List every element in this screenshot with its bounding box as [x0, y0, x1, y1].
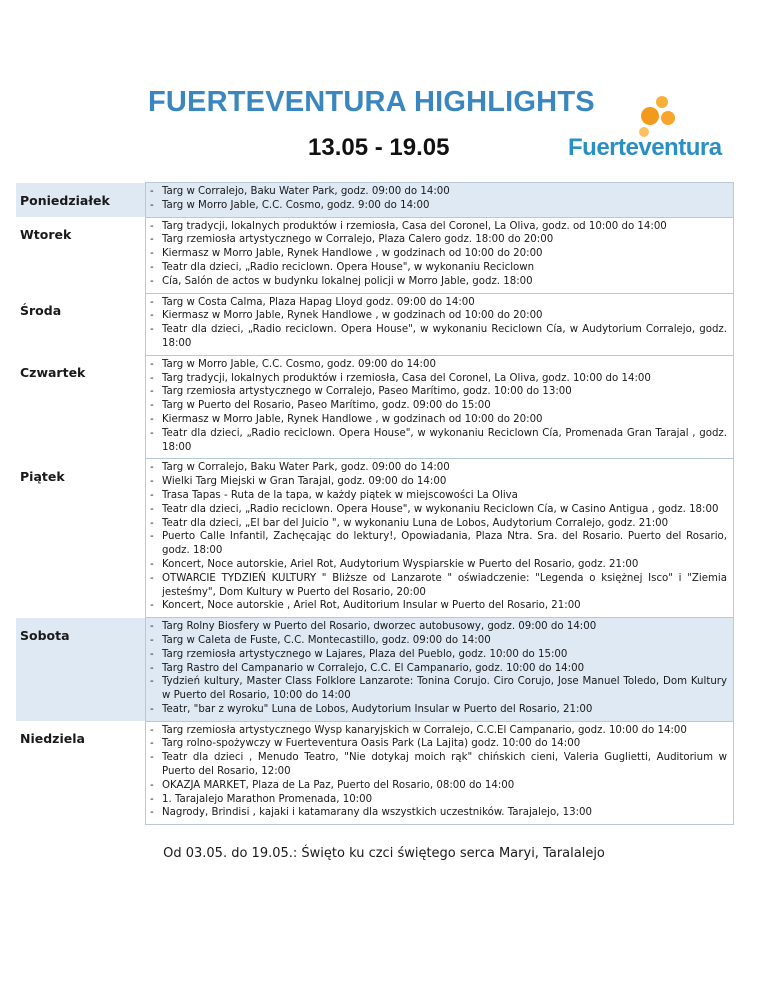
- fuerteventura-logo: [566, 96, 732, 170]
- event-item: - Targ rzemiosła artystycznego w Corralejo, Plaza Calero godz. 18:00 do 20:00: [146, 233, 727, 247]
- day-name: Poniedziałek: [16, 183, 146, 218]
- event-list: [146, 724, 727, 821]
- event-item: - Targ Rolny Biosfery w Puerto del Rosario, dworzec autobusowy, godz. 09:00 do 14:00: [146, 620, 727, 634]
- event-list: [146, 358, 727, 455]
- event-item: - 1. Tarajalejo Marathon Promenada, 10:00: [146, 793, 727, 807]
- event-list: [146, 185, 727, 213]
- event-item: - Targ w Morro Jable, C.C. Cosmo, godz. 09:00 do 14:00: [146, 358, 727, 372]
- day-row: [16, 721, 734, 825]
- event-item: - Koncert, Noce autorskie, Ariel Rot, Audytorium Wyspiarskie w Puerto del Rosario, godz. 21:00: [146, 558, 727, 572]
- event-item: - Teatr dla dzieci, „Radio reciclown. Opera House", w wykonaniu Reciclown Cía, Promenada Gran Tarajal , godz. 18:00: [146, 427, 727, 455]
- day-name: Sobota: [16, 618, 146, 722]
- event-item: - Teatr, "bar z wyroku" Luna de Lobos, Audytorium Insular w Puerto del Rosario, 21:00: [146, 703, 727, 717]
- event-item: - Trasa Tapas - Ruta de la tapa, w każdy piątek w miejscowości La Oliva: [146, 489, 727, 503]
- schedule-table: [16, 182, 734, 825]
- event-list: [146, 461, 727, 613]
- event-item: - Teatr dla dzieci, „Radio reciclown. Opera House", w wykonaniu Reciclown Cía, w Casino Antigua , godz. 18:00: [146, 503, 727, 517]
- date-range: 13.05 - 19.05: [308, 134, 450, 161]
- day-row: [16, 217, 734, 293]
- logo-text: Fuerteventura: [568, 134, 722, 161]
- event-item: - Targ w Corralejo, Baku Water Park, godz. 09:00 do 14:00: [146, 185, 727, 199]
- event-list: [146, 620, 727, 717]
- day-row: [16, 293, 734, 355]
- event-item: - Targ Rastro del Campanario w Corralejo, C.C. El Campanario, godz. 10:00 do 14:00: [146, 662, 727, 676]
- event-item: - Teatr dla dzieci, „Radio reciclown. Opera House", w wykonaniu Reciclown Cía, w Audytorium Corralejo, godz. 18:00: [146, 323, 727, 351]
- event-item: - Targ rzemiosła artystycznego w Corralejo, Paseo Marítimo, godz. 10:00 do 13:00: [146, 385, 727, 399]
- event-item: - Wielki Targ Miejski w Gran Tarajal, godz. 09:00 do 14:00: [146, 475, 727, 489]
- event-item: - Koncert, Noce autorskie , Ariel Rot, Auditorium Insular w Puerto del Rosario, 21:00: [146, 599, 727, 613]
- day-row: [16, 183, 734, 218]
- event-item: - Tydzień kultury, Master Class Folklore Lanzarote: Tonina Corujo. Ciro Corujo, Jose Manuel Toledo, Dom Kultury w Puerto del Rosario, 10:00 do 14:00: [146, 675, 727, 703]
- event-item: - OTWARCIE TYDZIEŃ KULTURY " Bliższe od Lanzarote " oświadczenie: "Legenda o księżnej Isco" i "Ziemia jesteśmy", Dom Kultury w Puerto del Rosario, 20:00: [146, 572, 727, 600]
- footer-note: Od 03.05. do 19.05.: Święto ku czci świętego serca Maryi, Taralalejo: [163, 846, 605, 861]
- day-events: [146, 217, 734, 293]
- day-events: [146, 618, 734, 722]
- page-title: FUERTEVENTURA HIGHLIGHTS: [148, 86, 595, 118]
- event-item: - Teatr dla dzieci , Menudo Teatro, "Nie dotykaj moich rąk" chińskich cieni, Valeria Guglietti, Auditorium w Puerto del Rosario, 12:00: [146, 751, 727, 779]
- event-item: - Kiermasz w Morro Jable, Rynek Handlowe , w godzinach od 10:00 do 20:00: [146, 247, 727, 261]
- event-item: - Targ w Puerto del Rosario, Paseo Marítimo, godz. 09:00 do 15:00: [146, 399, 727, 413]
- event-item: - Kiermasz w Morro Jable, Rynek Handlowe , w godzinach od 10:00 do 20:00: [146, 309, 727, 323]
- day-name: Piątek: [16, 459, 146, 618]
- event-item: - Targ w Corralejo, Baku Water Park, godz. 09:00 do 14:00: [146, 461, 727, 475]
- event-item: - Targ w Morro Jable, C.C. Cosmo, godz. 9:00 do 14:00: [146, 199, 727, 213]
- event-item: - Puerto Calle Infantil, Zachęcając do lektury!, Opowiadania, Plaza Ntra. Sra. del Rosario. Puerto del Rosario, godz. 18:00: [146, 530, 727, 558]
- day-row: [16, 355, 734, 459]
- day-name: Środa: [16, 293, 146, 355]
- event-item: - OKAZJA MARKET, Plaza de La Paz, Puerto del Rosario, 08:00 do 14:00: [146, 779, 727, 793]
- event-list: [146, 220, 727, 289]
- day-events: [146, 721, 734, 825]
- event-item: - Nagrody, Brindisi , kajaki i katamarany dla wszystkich uczestników. Tarajalejo, 13:00: [146, 806, 727, 820]
- day-events: [146, 183, 734, 218]
- event-item: - Targ tradycji, lokalnych produktów i rzemiosła, Casa del Coronel, La Oliva, godz. od 10:00 do 14:00: [146, 220, 727, 234]
- day-name: Wtorek: [16, 217, 146, 293]
- day-row: [16, 459, 734, 618]
- event-item: - Targ w Caleta de Fuste, C.C. Montecastillo, godz. 09:00 do 14:00: [146, 634, 727, 648]
- day-events: [146, 355, 734, 459]
- event-item: - Teatr dla dzieci, „El bar del Juicio ", w wykonaniu Luna de Lobos, Audytorium Corralejo, godz. 21:00: [146, 517, 727, 531]
- event-item: - Targ w Costa Calma, Plaza Hapag Lloyd godz. 09:00 do 14:00: [146, 296, 727, 310]
- event-item: - Targ rzemiosła artystycznego w Lajares, Plaza del Pueblo, godz. 10:00 do 15:00: [146, 648, 727, 662]
- event-item: - Cía, Salón de actos w budynku lokalnej policji w Morro Jable, godz. 18:00: [146, 275, 727, 289]
- event-item: - Teatr dla dzieci, „Radio reciclown. Opera House", w wykonaniu Reciclown: [146, 261, 727, 275]
- event-item: - Targ tradycji, lokalnych produktów i rzemiosła, Casa del Coronel, La Oliva, godz. 10:00 do 14:00: [146, 372, 727, 386]
- day-name: Niedziela: [16, 721, 146, 825]
- event-item: - Targ rzemiosła artystycznego Wysp kanaryjskich w Corralejo, C.C.El Campanario, godz. 10:00 do 14:00: [146, 724, 727, 738]
- day-name: Czwartek: [16, 355, 146, 459]
- day-events: [146, 293, 734, 355]
- day-row: [16, 618, 734, 722]
- day-events: [146, 459, 734, 618]
- event-item: - Targ rolno-spożywczy w Fuerteventura Oasis Park (La Lajita) godz. 10:00 do 14:00: [146, 737, 727, 751]
- event-item: - Kiermasz w Morro Jable, Rynek Handlowe , w godzinach od 10:00 do 20:00: [146, 413, 727, 427]
- event-list: [146, 296, 727, 351]
